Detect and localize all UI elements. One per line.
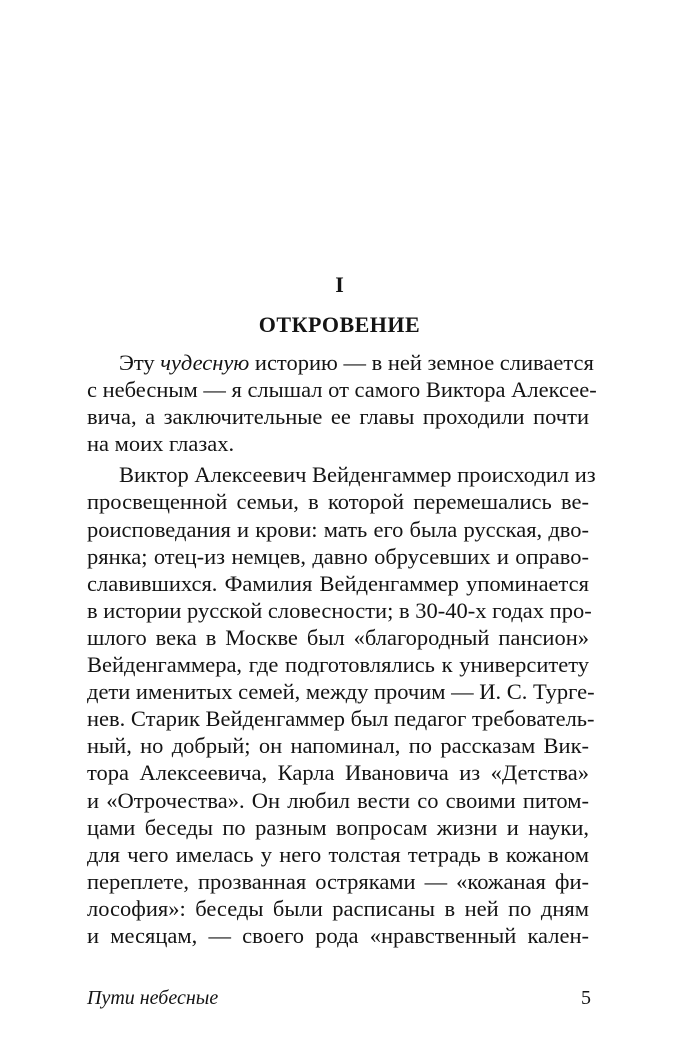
paragraph-2-line: Вейденгаммера, где подготовлялись к университету (87, 652, 589, 678)
paragraph-2-line: и месяцам, — своего рода «нравственный кален- (87, 922, 589, 948)
chapter-title: ОТКРОВЕНИЕ (258, 312, 421, 337)
paragraph-1-line-4: на моих глазах. (87, 431, 235, 457)
paragraph-2-line: просвещенной семьи, в которой перемешались ве- (87, 489, 589, 515)
paragraph-2-line: ный, но добрый; он напоминал, по рассказам Вик- (87, 733, 589, 759)
paragraph-2-line: нев. Старик Вейденгаммер был педагог требователь- (87, 706, 595, 732)
paragraph-2-line: дети именитых семей, между прочим — И. С. Турге- (87, 679, 595, 705)
paragraph-2-line: роисповедания и крови: мать его была русская, дво- (87, 516, 589, 542)
paragraph-2-line: переплете, прозванная остряками — «кожаная фи- (87, 868, 589, 894)
page-number: 5 (581, 987, 591, 1009)
paragraph-2-line: рянка; отец-из немцев, давно обрусевших и оправо- (87, 543, 589, 569)
text-run: Эту (119, 350, 161, 375)
text-run: историю — в ней земное сливается (249, 350, 594, 375)
paragraph-2-line: шлого века в Москве был «благородный пансион» (87, 624, 589, 650)
paragraph-2-line: славившихся. Фамилия Вейденгаммер упоминается (87, 570, 589, 596)
paragraph-2-line: и «Отрочества». Он любил вести со своими питом- (87, 787, 589, 813)
italic-word: чудесную (160, 350, 250, 375)
paragraph-2-line: для чего имелась у него толстая тетрадь в кожаном (87, 841, 589, 867)
paragraph-1-line-1 (87, 349, 594, 376)
paragraph-2-line: в истории русской словесности; в 30-40-х годах про- (87, 597, 592, 623)
paragraph-2-line: лософия»: беседы были расписаны в ней по дням (87, 895, 589, 921)
paragraph-2-line: цами беседы по разным вопросам жизни и науки, (87, 814, 589, 840)
chapter-number: I (335, 272, 344, 297)
paragraph-2-line: тора Алексеевича, Карла Ивановича из «Детства» (87, 760, 589, 786)
paragraph-2-line: Виктор Алексеевич Вейденгаммер происходил из (119, 462, 596, 488)
paragraph-1-line-3: вича, а заключительные ее главы проходили почти (87, 404, 589, 430)
running-footer-title: Пути небесные (87, 987, 219, 1009)
paragraph-1-line-2: с небесным — я слышал от самого Виктора Алексее- (87, 377, 597, 403)
body-text (87, 349, 597, 949)
